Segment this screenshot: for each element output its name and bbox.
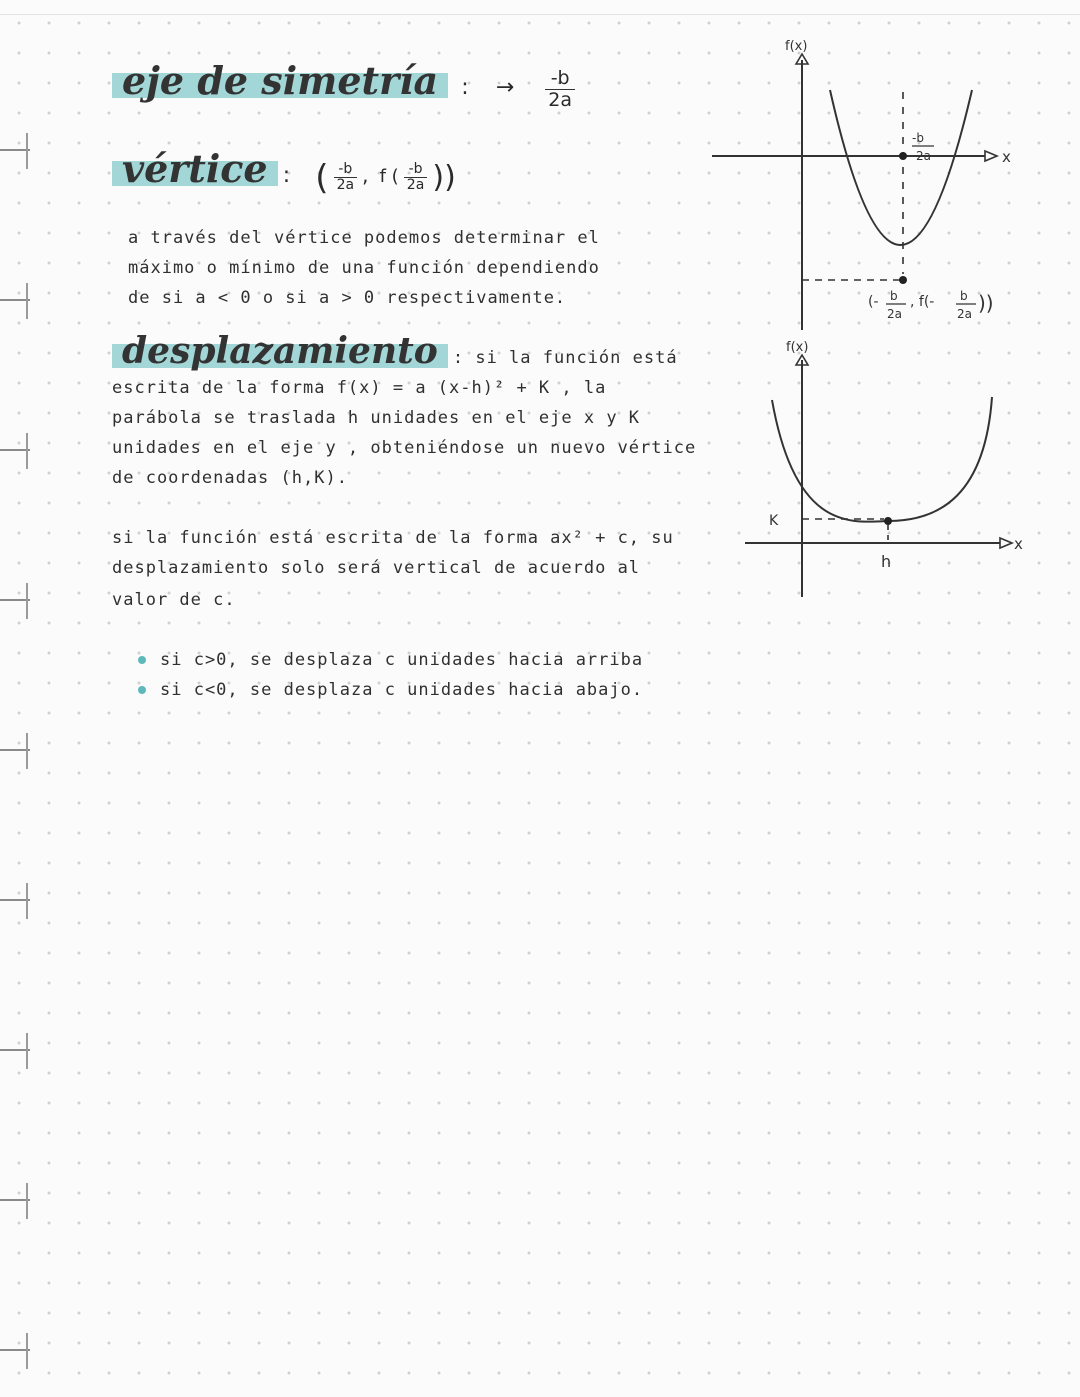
bullet-dot-icon <box>138 656 146 664</box>
x-axis-arrow-icon <box>985 151 997 161</box>
bullet-item-down <box>138 680 643 700</box>
displacement-text-line-4: de coordenadas (h,K). <box>112 468 348 488</box>
y-axis-label: f(x) <box>786 340 809 355</box>
graph-vertex-f-denominator: 2a <box>957 307 972 321</box>
vertex-fx-numerator: -b <box>404 162 428 178</box>
x-axis-arrow-icon <box>1000 538 1012 548</box>
binder-ring-7 <box>0 1031 36 1071</box>
vertex-text-line-2: máximo o mínimo de una función dependiendo <box>128 258 600 278</box>
bullet-item-up <box>138 650 643 670</box>
vertex-fx-denominator: 2a <box>406 177 425 193</box>
binder-ring-6 <box>0 881 36 921</box>
vertex-point <box>884 517 892 525</box>
displacement-text-line-3: unidades en el eje y , obteniéndose un nuevo vértice <box>112 438 697 458</box>
graph-sym-denominator: 2a <box>916 149 931 163</box>
y-axis-label: f(x) <box>785 39 808 54</box>
displacement-text-line-1: escrita de la forma f(x) = a (x-h)² + K , la <box>112 378 607 398</box>
graph-vertex-f-numerator: b <box>960 289 968 303</box>
vertex-separator: : <box>282 163 291 188</box>
note-text-line-3: valor de c. <box>112 590 236 610</box>
displacement-title: desplazamiento <box>112 330 448 372</box>
parabola-curve <box>830 90 972 245</box>
displacement-text-line-2: parábola se traslada h unidades en el eje x y K <box>112 408 641 428</box>
displacement-intro: : si la función está <box>452 348 678 368</box>
k-label: K <box>769 513 779 529</box>
symmetry-separator: : <box>461 75 469 100</box>
symmetry-denominator: 2a <box>548 89 573 111</box>
binder-ring-1 <box>0 131 36 171</box>
h-label: h <box>881 552 892 571</box>
symmetry-axis-formula <box>545 68 575 111</box>
note-text-line-2: desplazamiento solo será vertical de acuerdo al <box>112 558 641 578</box>
vertex-text-line-3: de si a < 0 o si a > 0 respectivamente. <box>128 288 567 308</box>
vertex-x-denominator: 2a <box>336 177 355 193</box>
bullet-text-down: si c<0, se desplaza c unidades hacia abajo. <box>160 680 644 700</box>
vertex-fx-formula <box>404 162 428 194</box>
vertex-title: vértice <box>112 146 278 191</box>
arrow-right-icon: → <box>495 75 515 100</box>
symmetry-axis-heading-row <box>112 58 575 111</box>
graph-vertex-mid: , f(- <box>910 294 935 310</box>
vertex-close-paren: )) <box>432 160 456 195</box>
parabola-curve <box>772 397 992 522</box>
x-axis-label: x <box>1014 535 1023 553</box>
graph-sym-numerator: -b <box>912 131 924 145</box>
binder-ring-8 <box>0 1181 36 1221</box>
bullet-dot-icon <box>138 686 146 694</box>
symmetry-numerator: -b <box>545 68 575 90</box>
binder-ring-5 <box>0 731 36 771</box>
binder-ring-3 <box>0 431 36 471</box>
vertex-heading-row <box>112 146 456 198</box>
parabola-vertex-graph <box>700 30 1040 340</box>
binder-ring-2 <box>0 281 36 321</box>
vertex-f-open: f ( <box>379 166 399 187</box>
graph-vertex-prefix: (- <box>868 294 879 310</box>
binder-ring-4 <box>0 581 36 621</box>
binder-ring-9 <box>0 1331 36 1371</box>
vertex-comma: , <box>362 163 369 187</box>
vertex-open-paren: ( <box>315 157 329 198</box>
page-top-edge <box>0 14 1080 15</box>
note-text-line-1: si la función está escrita de la forma ax² + c, su <box>112 528 674 548</box>
parabola-displacement-graph <box>700 335 1040 605</box>
displacement-heading-row <box>112 330 678 372</box>
symmetry-point <box>899 152 907 160</box>
vertex-point <box>899 276 907 284</box>
vertex-x-formula <box>334 162 358 194</box>
symmetry-axis-title: eje de simetría <box>112 58 448 103</box>
graph-vertex-close: )) <box>978 291 994 315</box>
graph-vertex-numerator: b <box>890 289 898 303</box>
vertex-x-numerator: -b <box>334 162 358 178</box>
bullet-text-up: si c>0, se desplaza c unidades hacia arriba <box>160 650 644 670</box>
x-axis-label: x <box>1002 148 1011 166</box>
vertex-text-line-1: a través del vértice podemos determinar el <box>128 228 600 248</box>
graph-vertex-denominator: 2a <box>887 307 902 321</box>
